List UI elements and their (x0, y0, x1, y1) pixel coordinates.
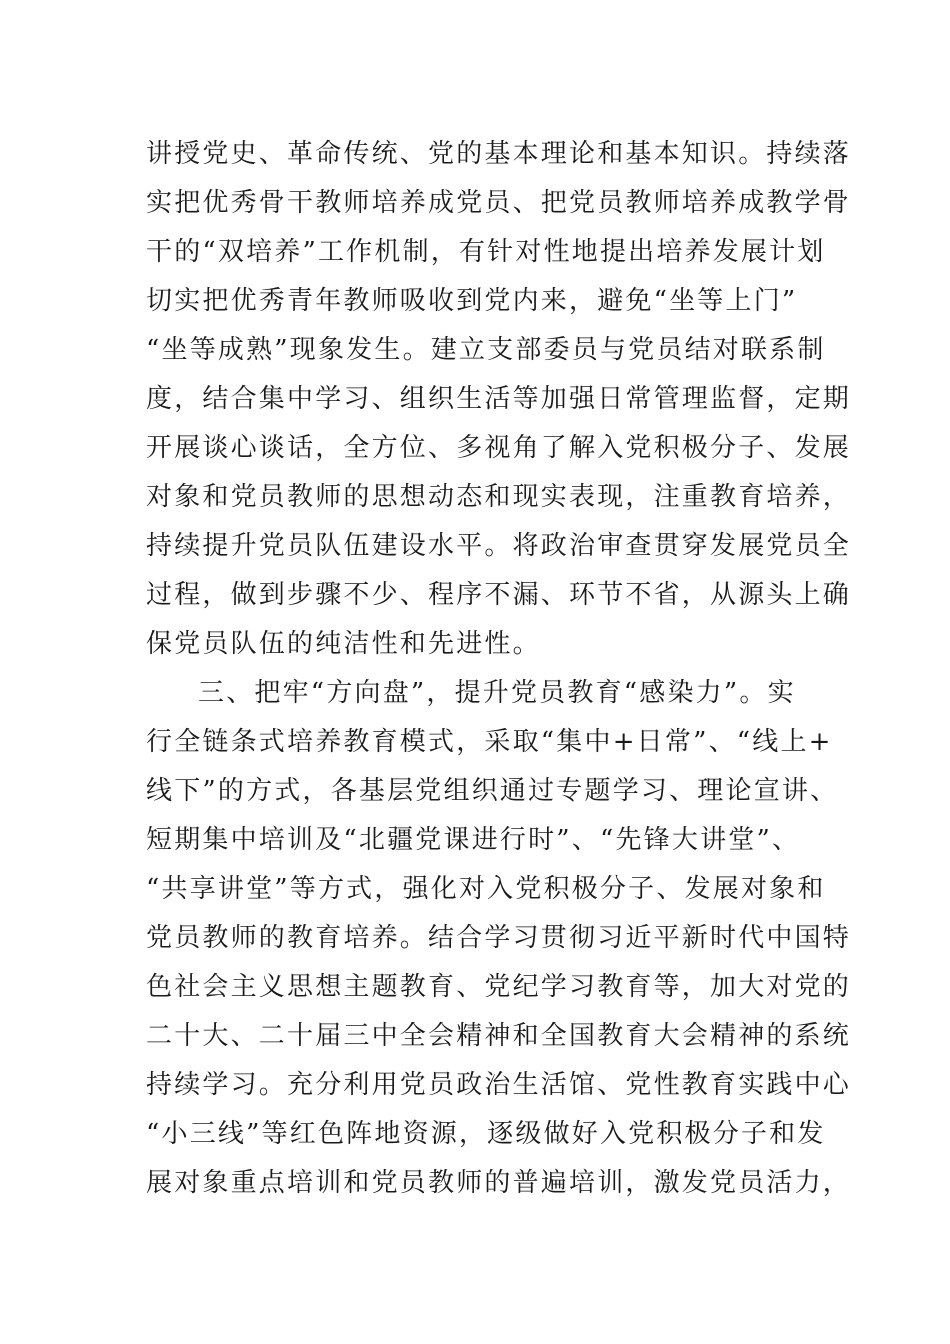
body-text (146, 130, 852, 1208)
text-line: 展对象重点培训和党员教师的普遍培训，激发党员活力， (146, 1168, 852, 1198)
text-line: 实把优秀骨干教师培养成党员、把党员教师培养成教学骨 (146, 188, 852, 218)
text-line: “共享讲堂”等方式，强化对入党积极分子、发展对象和 (146, 874, 826, 904)
text-line: 短期集中培训及“北疆党课进行时”、“先锋大讲堂”、 (146, 825, 801, 855)
text-line: 线下”的方式，各基层党组织通过专题学习、理论宣讲、 (146, 776, 839, 806)
text-line: 持续学习。充分利用党员政治生活馆、党性教育实践中心 (146, 1070, 852, 1100)
text-line: 行全链条式培养教育模式，采取“集中+日常”、“线上+ (146, 727, 833, 757)
text-line: “坐等成熟”现象发生。建立支部委员与党员结对联系制 (146, 335, 826, 365)
text-line: 过程，做到步骤不少、程序不漏、环节不省，从源头上确 (146, 580, 852, 610)
text-line: 党员教师的教育培养。结合学习贯彻习近平新时代中国特 (146, 923, 852, 953)
text-line: 干的“双培养”工作机制，有针对性地提出培养发展计划 (146, 237, 826, 267)
text-line: 讲授党史、革命传统、党的基本理论和基本知识。持续落 (146, 139, 852, 169)
text-line: 色社会主义思想主题教育、党纪学习教育等，加大对党的 (146, 972, 852, 1002)
text-line: “小三线”等红色阵地资源，逐级做好入党积极分子和发 (146, 1119, 826, 1149)
text-line: 对象和党员教师的思想动态和现实表现，注重教育培养， (146, 482, 852, 512)
text-line: 度，结合集中学习、组织生活等加强日常管理监督，定期 (146, 384, 852, 414)
text-line: 保党员队伍的纯洁性和先进性。 (146, 629, 541, 659)
text-line: 切实把优秀青年教师吸收到党内来，避免“坐等上门” (146, 286, 798, 316)
text-line: 二十大、二十届三中全会精神和全国教育大会精神的系统 (146, 1021, 852, 1051)
text-line: 持续提升党员队伍建设水平。将政治审查贯穿发展党员全 (146, 531, 852, 561)
text-line: 开展谈心谈话，全方位、多视角了解入党积极分子、发展 (146, 433, 852, 463)
section-heading-line: 三、把牢“方向盘”，提升党员教育“感染力”。实 (198, 678, 796, 708)
